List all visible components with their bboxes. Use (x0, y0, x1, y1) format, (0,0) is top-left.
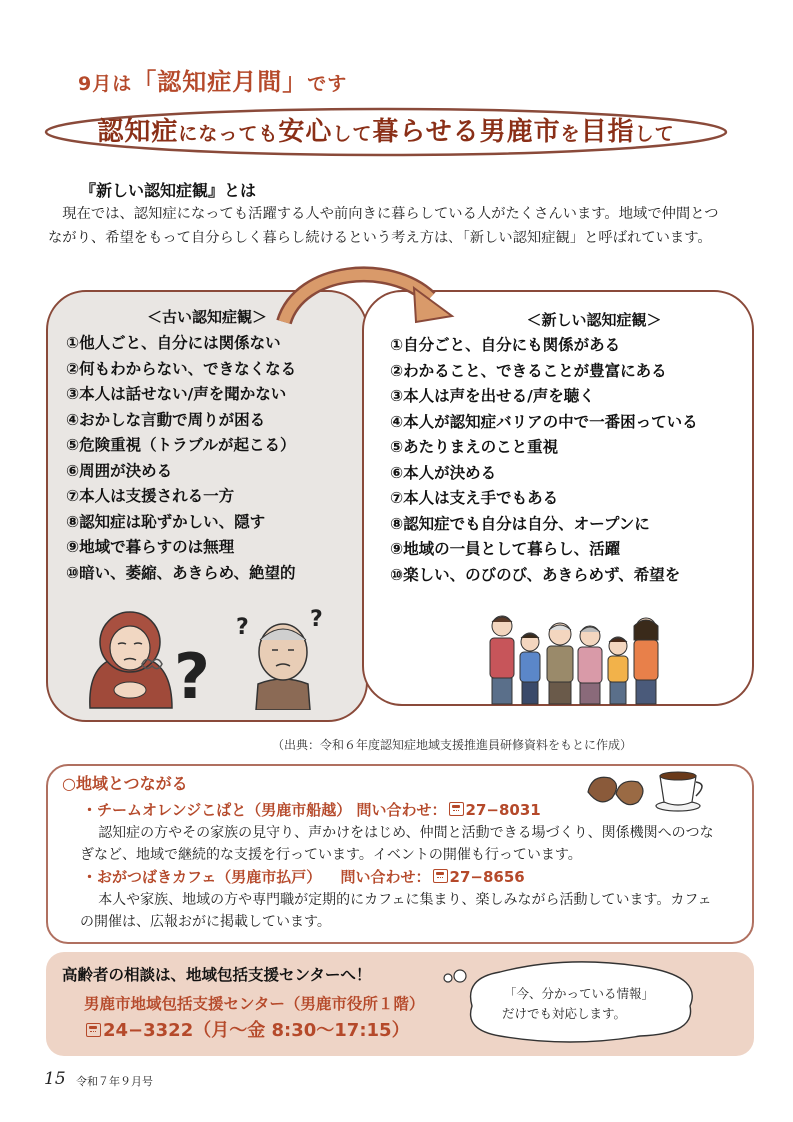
bubble-line-2: だけでも対応します。 (502, 1006, 627, 1021)
cafe-contact-label: 問い合わせ： (340, 868, 431, 886)
list-item: ⑥周囲が決める (66, 461, 173, 480)
consult-hours: （月〜金 8:30〜17:15） (193, 1020, 410, 1041)
cookies-illustration (582, 770, 652, 810)
sigh-puff-icon (138, 652, 168, 676)
consult-phone-line (84, 1016, 410, 1042)
headline-part: して (634, 123, 675, 145)
headline-part: 目指 (580, 117, 635, 147)
headline-banner (42, 106, 730, 158)
list-item: ④おかしな言動で周りが困る (66, 410, 266, 429)
list-item: ③本人は声を出せる/声を聴く (390, 387, 595, 405)
confused-elderly-man-illustration (228, 604, 338, 710)
list-item: ⑦本人は支え手でもある (390, 489, 559, 507)
headline-part: して (332, 123, 373, 145)
list-item: ④本人が認知症バリアの中で一番困っている (390, 412, 698, 431)
headline-text (42, 106, 730, 158)
question-mark-icon (170, 638, 210, 704)
coffee-cup-icon (654, 766, 710, 812)
source-note: （出典：令和６年度認知症地域支援推進員研修資料をもとに作成） (272, 738, 633, 752)
consult-heading: 高齢者の相談は、地域包括支援センターへ！ (62, 966, 372, 984)
headline-part: を (560, 123, 581, 145)
intro-heading: 『新しい認知症観』とは (80, 181, 257, 200)
list-item: ⑤あたりまえのこと重視 (390, 438, 559, 456)
list-item: ②わかること、できることが豊富にある (390, 361, 667, 380)
list-item: ⑨地域の一員として暮らし、活躍 (390, 540, 621, 558)
cafe-heading (82, 866, 525, 887)
list-item: ①他人ごと、自分には関係ない (66, 334, 281, 352)
cafe-tel: 27−8656 (449, 868, 525, 886)
curved-arrow-icon (270, 258, 460, 338)
kicker-highlight: 「認知症月間」 (132, 68, 308, 96)
issue-label: 令和７年９月号 (76, 1075, 153, 1088)
list-item: ⑨地域で暮らすのは無理 (66, 538, 235, 556)
new-view-title: ＜新しい認知症観＞ (526, 311, 662, 329)
page-number: 15 (44, 1069, 66, 1089)
telephone-icon (433, 869, 448, 883)
month-kicker (78, 62, 347, 97)
svg-text:?: ? (174, 640, 210, 704)
old-view-title: ＜古い認知症観＞ (146, 308, 267, 326)
headline-part: 暮らせる (372, 117, 480, 147)
old-view-list (66, 331, 366, 586)
cafe-title: ・おがつばきカフェ（男鹿市払戸） (82, 868, 322, 886)
team-orange-tel: 27−8031 (465, 801, 541, 819)
intro-body: 現在では、認知症になっても活躍する人や前向きに暮らしている人がたくさんいます。地域で仲間とつながり、希望をもって自分らしく暮らし続けるという考え方は､「新しい認知症観」と呼ばれています。 (48, 206, 719, 246)
family-group-illustration (484, 612, 670, 706)
bubble-text (480, 984, 692, 1024)
team-orange-body: 認知症の方やその家族の見守り、声かけをはじめ、仲間と活動できる場づくり、関係機関へのつなぎなど、地域で継続的な支援を行っています。イベントの開催も行っています。 (80, 825, 714, 863)
headline-part: 認知症 (97, 117, 179, 147)
consult-tel: 24−3322 (103, 1020, 194, 1041)
headline-part: 安心 (278, 117, 333, 147)
list-item: ①自分ごと、自分にも関係がある (390, 336, 621, 354)
list-item: ⑥本人が決める (390, 463, 497, 482)
list-item: ⑩楽しい、のびのび、あきらめず、希望を (390, 565, 681, 584)
list-item: ⑦本人は支援される一方 (66, 487, 235, 505)
kicker-suffix: です (307, 73, 348, 95)
list-item: ⑧認知症は恥ずかしい、隠す (66, 512, 266, 531)
svg-text:?: ? (310, 607, 323, 632)
consult-center-name: 男鹿市地域包括支援センター（男鹿市役所１階） (84, 995, 425, 1013)
local-heading: ○地域とつながる (62, 774, 188, 793)
telephone-icon (86, 1023, 101, 1037)
list-item: ③本人は話せない/声を聞かない (66, 385, 287, 403)
headline-part: になっても (178, 123, 279, 145)
team-orange-heading (82, 799, 541, 820)
team-orange-contact-label: 問い合わせ： (356, 801, 447, 819)
cafe-body: 本人や家族、地域の方や専門職が定期的にカフェに集まり、楽しみながら活動しています。カフェの開催は、広報おがに掲載しています。 (80, 892, 712, 930)
list-item: ⑤危険重視（トラブルが起こる） (66, 436, 296, 454)
list-item: ⑧認知症でも自分は自分、オープンに (390, 514, 650, 533)
new-view-list (390, 333, 720, 588)
bubble-line-1: 「今、分かっている情報」 (504, 986, 655, 1001)
team-orange-title: ・チームオレンジこぱと（男鹿市船越） (82, 801, 352, 819)
list-item: ⑩暗い、萎縮、あきらめ、絶望的 (66, 563, 296, 582)
telephone-icon (449, 802, 464, 816)
list-item: ②何もわからない、できなくなる (66, 359, 297, 378)
kicker-prefix: 9月は (78, 73, 133, 95)
headline-part: 男鹿市 (479, 117, 561, 147)
svg-text:?: ? (236, 615, 249, 640)
